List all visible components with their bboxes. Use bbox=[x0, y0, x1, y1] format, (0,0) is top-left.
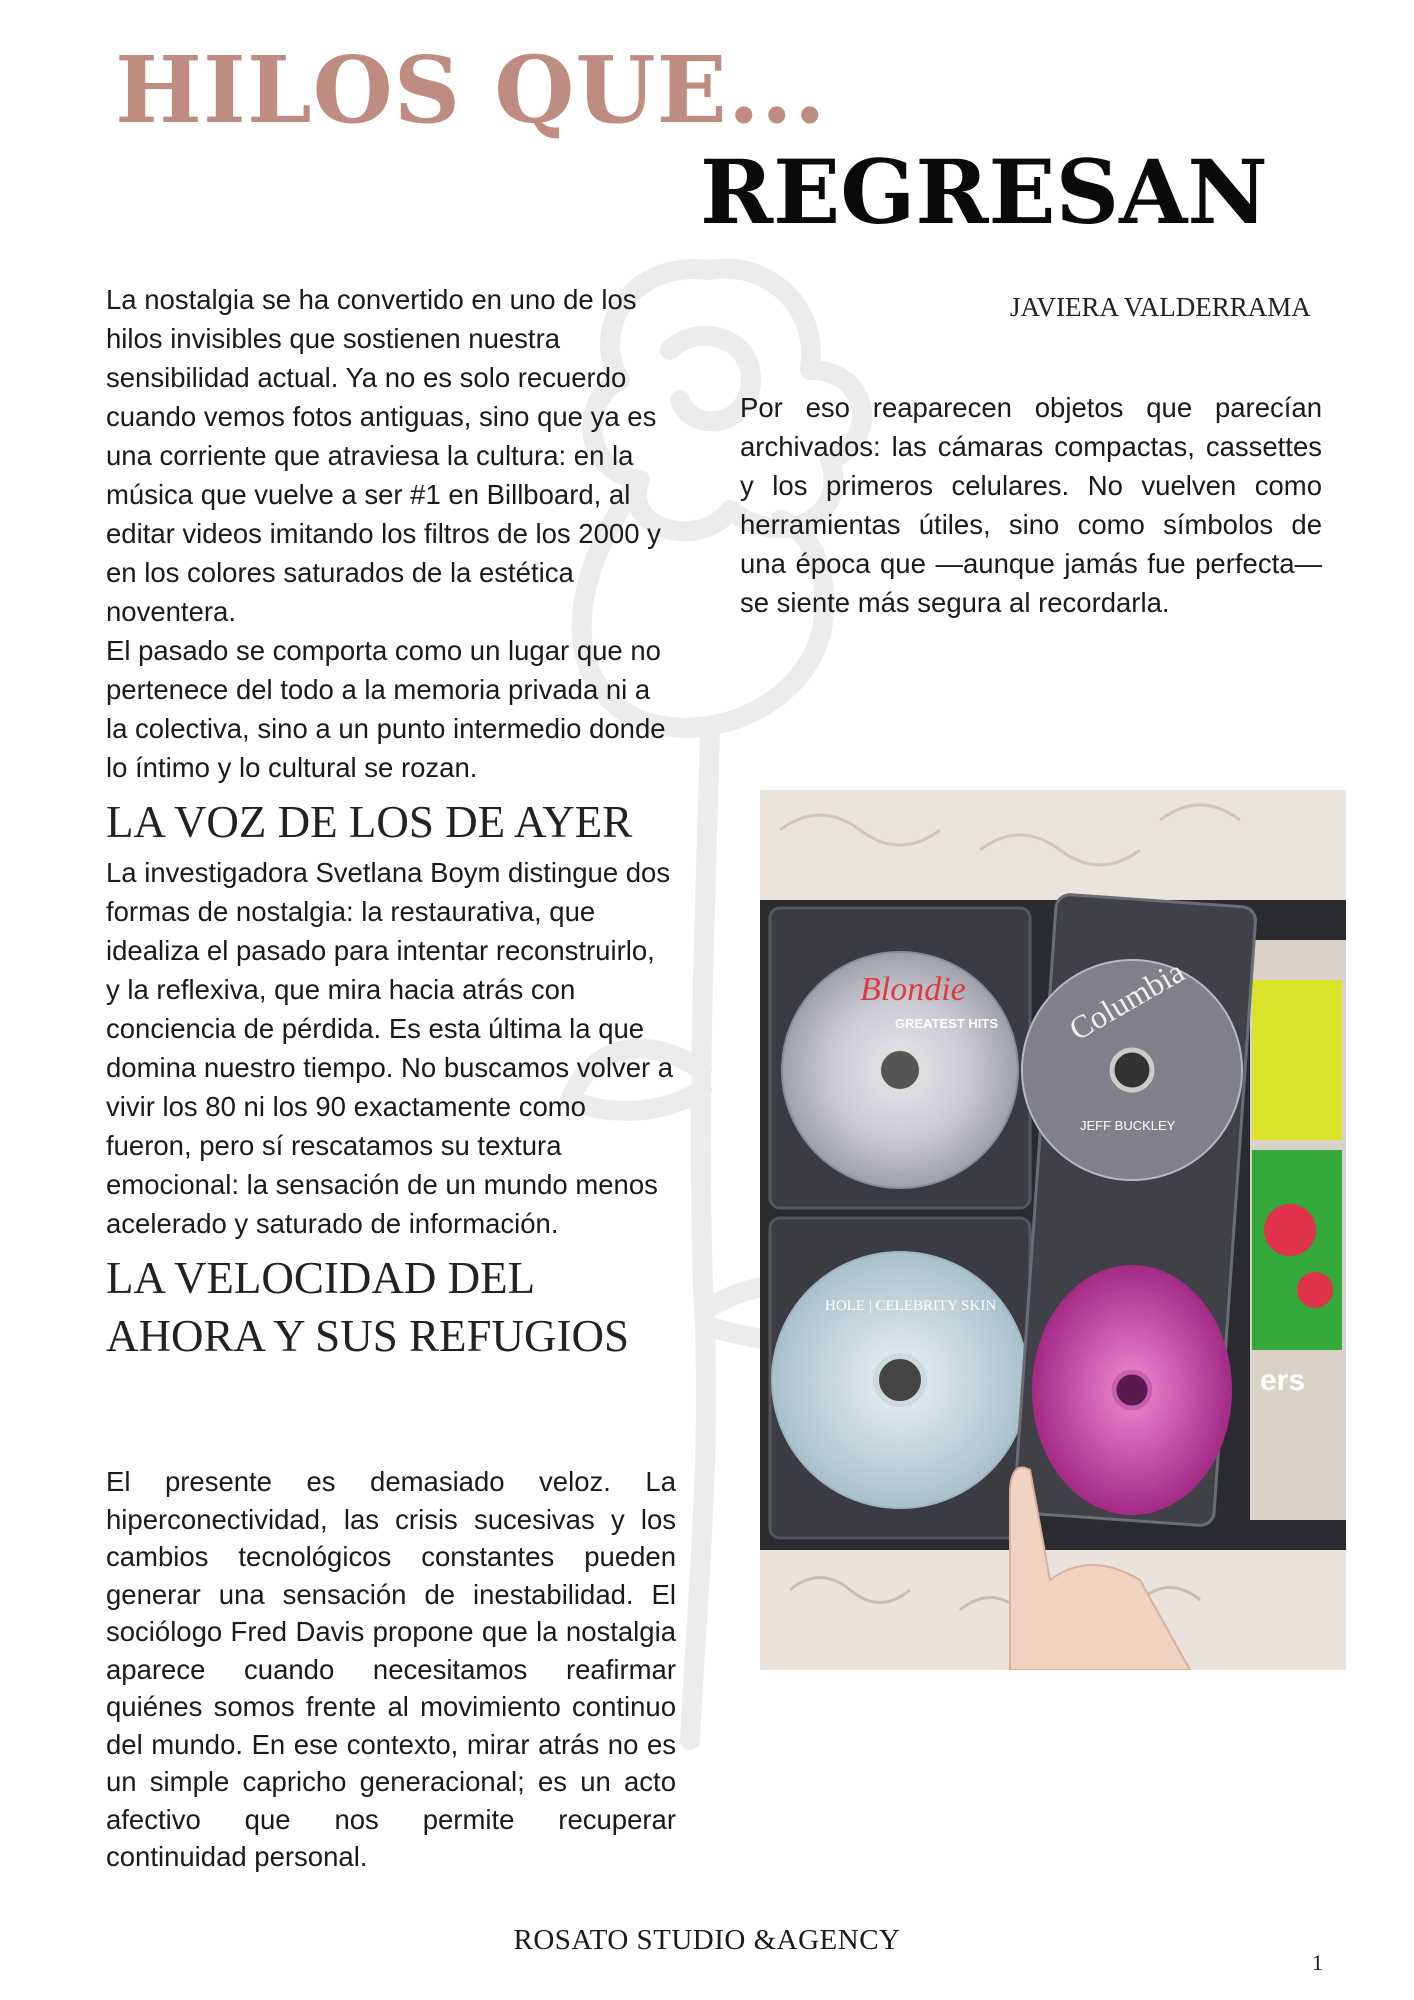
page-number: 1 bbox=[1312, 1950, 1323, 1975]
cd-blondie-sublabel: GREATEST HITS bbox=[895, 1016, 999, 1031]
footer-agency: ROSATO STUDIO &AGENCY bbox=[513, 1924, 901, 1956]
section-1-text: La investigadora Svetlana Boym distingue dos formas de nostalgia: la restaurativa, que idealiza el pasado para intentar reconstruirlo, y la reflexiva, que mira hacia atrás con conciencia de pérdida. Es esta última la que domina nuestro tiempo. No buscamos volver a vivir los 80 ni los 90 exactamente como fueron, pero sí rescatamos su textura emocional: la sensación de un mundo menos acelerado y saturado de información. bbox=[106, 857, 674, 1239]
cd-columbia-label: Columbia bbox=[1062, 952, 1191, 1048]
title-line-1: HILOS QUE... bbox=[115, 36, 827, 144]
cd-binder-photo bbox=[760, 790, 1346, 1670]
section-1-heading: LA VOZ DE LOS DE AYER bbox=[106, 797, 633, 847]
left-column bbox=[106, 280, 676, 1876]
right-paragraph: Por eso reaparecen objetos que parecían archivados: las cámaras compactas, cassettes y los primeros celulares. No vuelven como herramientas útiles, sino como símbolos de una época que —aunque jamás fue perfecta— se siente más segura al recordarla. bbox=[740, 392, 1322, 618]
side-cd-text: ers bbox=[1260, 1364, 1306, 1397]
cd-blondie-label: Blondie bbox=[860, 971, 966, 1008]
section-2-heading: LA VELOCIDAD DEL AHORA Y SUS REFUGIOS bbox=[106, 1253, 630, 1361]
title-line-2: REGRESAN bbox=[700, 140, 1268, 244]
cd-buckley-label: JEFF BUCKLEY bbox=[1080, 1118, 1176, 1133]
intro-paragraph-2: El pasado se comporta como un lugar que no pertenece del todo a la memoria privada ni a la colectiva, sino a un punto intermedio donde lo íntimo y lo cultural se rozan. bbox=[106, 635, 666, 783]
section-2-text: El presente es demasiado veloz. La hiperconectividad, las crisis sucesivas y los cambios tecnológicos constantes pueden generar una sensación de inestabilidad. El sociólogo Fred Davis propone que la nostalgia aparece cuando necesitamos reafirmar quiénes somos frente al movimiento continuo del mundo. En ese contexto, mirar atrás no es un simple capricho generacional; es un acto afectivo que nos permite recuperar continuidad personal. bbox=[106, 1466, 676, 1872]
author-name: JAVIERA VALDERRAMA bbox=[1010, 292, 1311, 322]
cd-hole-label: HOLE | CELEBRITY SKIN bbox=[825, 1298, 997, 1314]
intro-paragraph-1: La nostalgia se ha convertido en uno de los hilos invisibles que sostienen nuestra sensibilidad actual. Ya no es solo recuerdo cuando vemos fotos antiguas, sino que ya es una corriente que atraviesa la cultura: en la música que vuelve a ser #1 en Billboard, al editar videos imitando los filtros de los 2000 y en los colores saturados de la estética noventera. bbox=[106, 284, 661, 627]
